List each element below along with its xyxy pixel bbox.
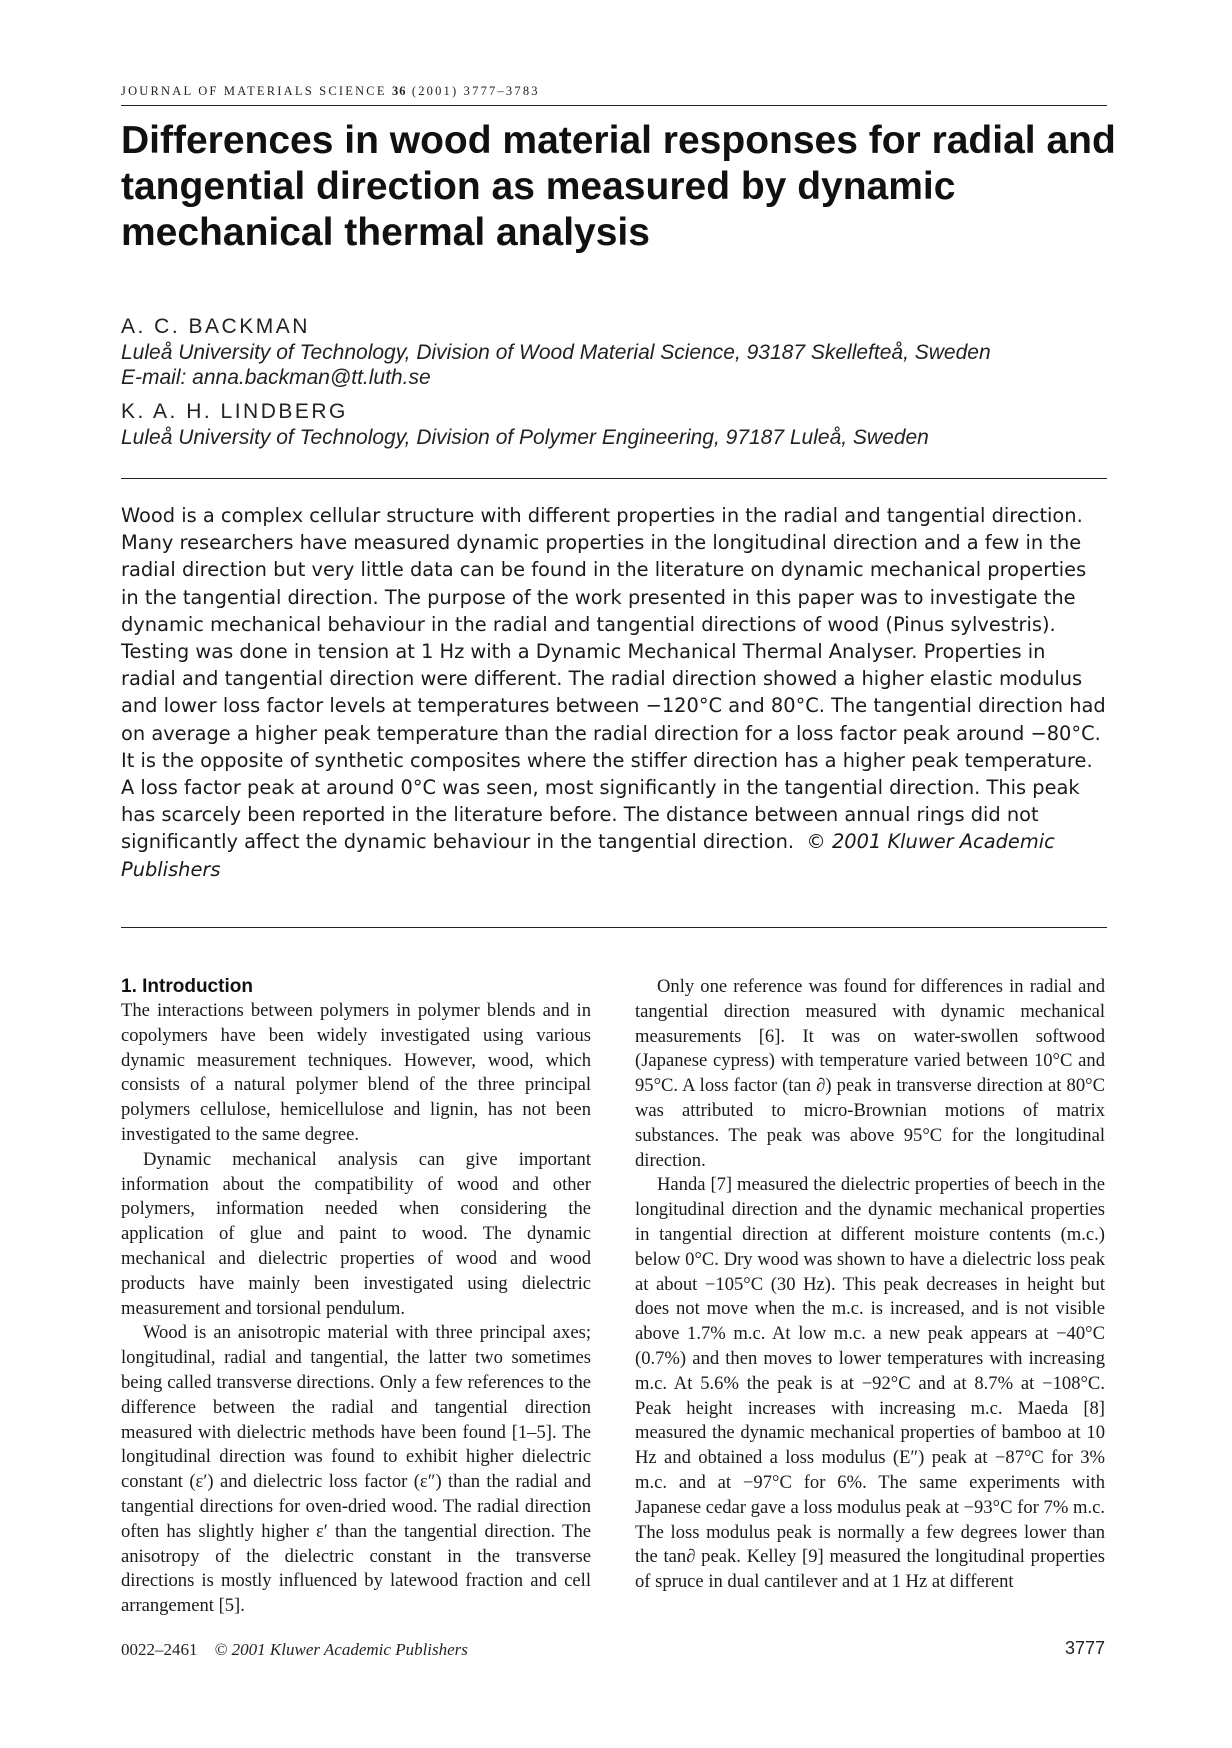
abstract-top-rule xyxy=(121,478,1107,479)
footer-issn: 0022–2461 xyxy=(121,1640,198,1659)
page-number: 3777 xyxy=(1064,1638,1105,1658)
paragraph: Handa [7] measured the dielectric properties of beech in the longitudinal direction and the dynamic mechanical properties in tangential direction at different moisture contents (m.c.) below 0°C. Dry wood was shown to have a dielectric loss peak at about −105°C (30 Hz). This peak decreases in height but does not move when the m.c. is increased, and is not visible above 1.7% m.c. At low m.c. a new peak appears at −40°C (0.7%) and then moves to lower temperatures with increasing m.c. At 5.6% the peak is at −92°C and at 8.7% at −108°C. Peak height increases with increasing m.c. Maeda [8] measured the dynamic mechanical properties of bamboo at 10 Hz and obtained a loss modulus (E″) peak at −87°C for 3% m.c. and at −97°C for 6%. The same experiments with Japanese cedar gave a loss modulus peak at −93°C for 7% m.c. The loss modulus peak is normally a few degrees lower than the tan∂ peak. Kelley [9] measured the longitudinal properties of spruce in dual cantilever and at 1 Hz at different xyxy=(635,1174,1105,1593)
abstract-text: Wood is a complex cellular structure with different properties in the radial and tangential direction. Many researchers have measured dynamic properties in the longitudinal direction and a few in the radial direction but very little data can be found in the literature on dynamic mechanical properties in the tangential direction. The purpose of the work presented in this paper was to investigate the dynamic mechanical behaviour in the radial and tangential directions of wood (Pinus sylvestris). Testing was done in tension at 1 Hz with a Dynamic Mechanical Thermal Analyser. Properties in radial and tangential direction were different. The radial direction showed a higher elastic modulus and lower loss factor levels at temperatures between −120°C and 80°C. The tangential direction had on average a higher peak temperature than the radial direction for a loss factor peak around −80°C. It is the opposite of synthetic composites where the stiffer direction has a higher peak temperature. A loss factor peak at around 0°C was seen, most significantly in the tangential direction. This peak has scarcely been reported in the literature before. The distance between annual rings did not significantly affect the dynamic behaviour in the tangential direction. xyxy=(121,504,1106,854)
right-column xyxy=(635,975,1105,1595)
footer-copyright: © 2001 Kluwer Academic Publishers xyxy=(214,1640,468,1659)
paragraph: Only one reference was found for differences in radial and tangential direction measured with dynamic mechanical measurements [6]. It was on water-swollen softwood (Japanese cypress) with temperature varied between 10°C and 95°C. A loss factor (tan ∂) peak in transverse direction at 80°C was attributed to micro-Brownian motions of matrix substances. The peak was above 95°C for the longitudinal direction. xyxy=(635,976,1105,1171)
author-email-1: E-mail: anna.backman@tt.luth.se xyxy=(121,366,431,389)
journal-name: JOURNAL OF MATERIALS SCIENCE xyxy=(121,84,387,98)
journal-year-pages: (2001) 3777–3783 xyxy=(411,84,540,98)
author-affiliation-2: Luleå University of Technology, Division of Polymer Engineering, 97187 Luleå, Sweden xyxy=(121,426,929,449)
left-column xyxy=(121,975,591,1619)
footer-issn-copyright xyxy=(121,1640,468,1660)
paper-title: Differences in wood material responses for radial and tangential direction as measured by dynamic mechanical thermal analysis xyxy=(121,119,1116,254)
paragraph: Dynamic mechanical analysis can give important information about the compatibility of wood and other polymers, information needed when considering the application of glue and paint to wood. The dynamic mechanical and dielectric properties of wood and wood products have mainly been investigated using dielectric measurement and torsional pendulum. xyxy=(121,1148,591,1319)
abstract xyxy=(121,502,1106,883)
author-affiliation-1: Luleå University of Technology, Division of Wood Material Science, 93187 Skellefteå, Sweden xyxy=(121,341,991,364)
header-rule xyxy=(121,105,1107,106)
paragraph: Wood is an anisotropic material with three principal axes; longitudinal, radial and tangential, the latter two sometimes being called transverse directions. Only a few references to the difference between the radial and tangential direction measured with dielectric methods have been found [1–5]. The longitudinal direction was found to exhibit higher dielectric constant (ε′) and dielectric loss factor (ε″) than the radial and tangential directions for oven-dried wood. The radial direction often has slightly higher ε′ than the tangential direction. The anisotropy of the dielectric constant in the transverse directions is mostly influenced by latewood fraction and cell arrangement [5]. xyxy=(121,1322,591,1617)
abstract-copyright: © 2001 Kluwer Academic Publishers xyxy=(121,830,1055,881)
abstract-bottom-rule xyxy=(121,927,1107,928)
journal-header xyxy=(121,84,1106,99)
paragraph: The interactions between polymers in polymer blends and in copolymers have been widely investigated using various dynamic measurement techniques. However, wood, which consists of a natural polymer blend of the three principal polymers cellulose, hemicellulose and lignin, has not been investigated to the same degree. xyxy=(121,1000,591,1145)
journal-volume: 36 xyxy=(392,84,407,98)
author-name-1: A. C. BACKMAN xyxy=(121,315,310,338)
section-heading: 1. Introduction xyxy=(121,976,253,997)
author-name-2: K. A. H. LINDBERG xyxy=(121,400,348,423)
